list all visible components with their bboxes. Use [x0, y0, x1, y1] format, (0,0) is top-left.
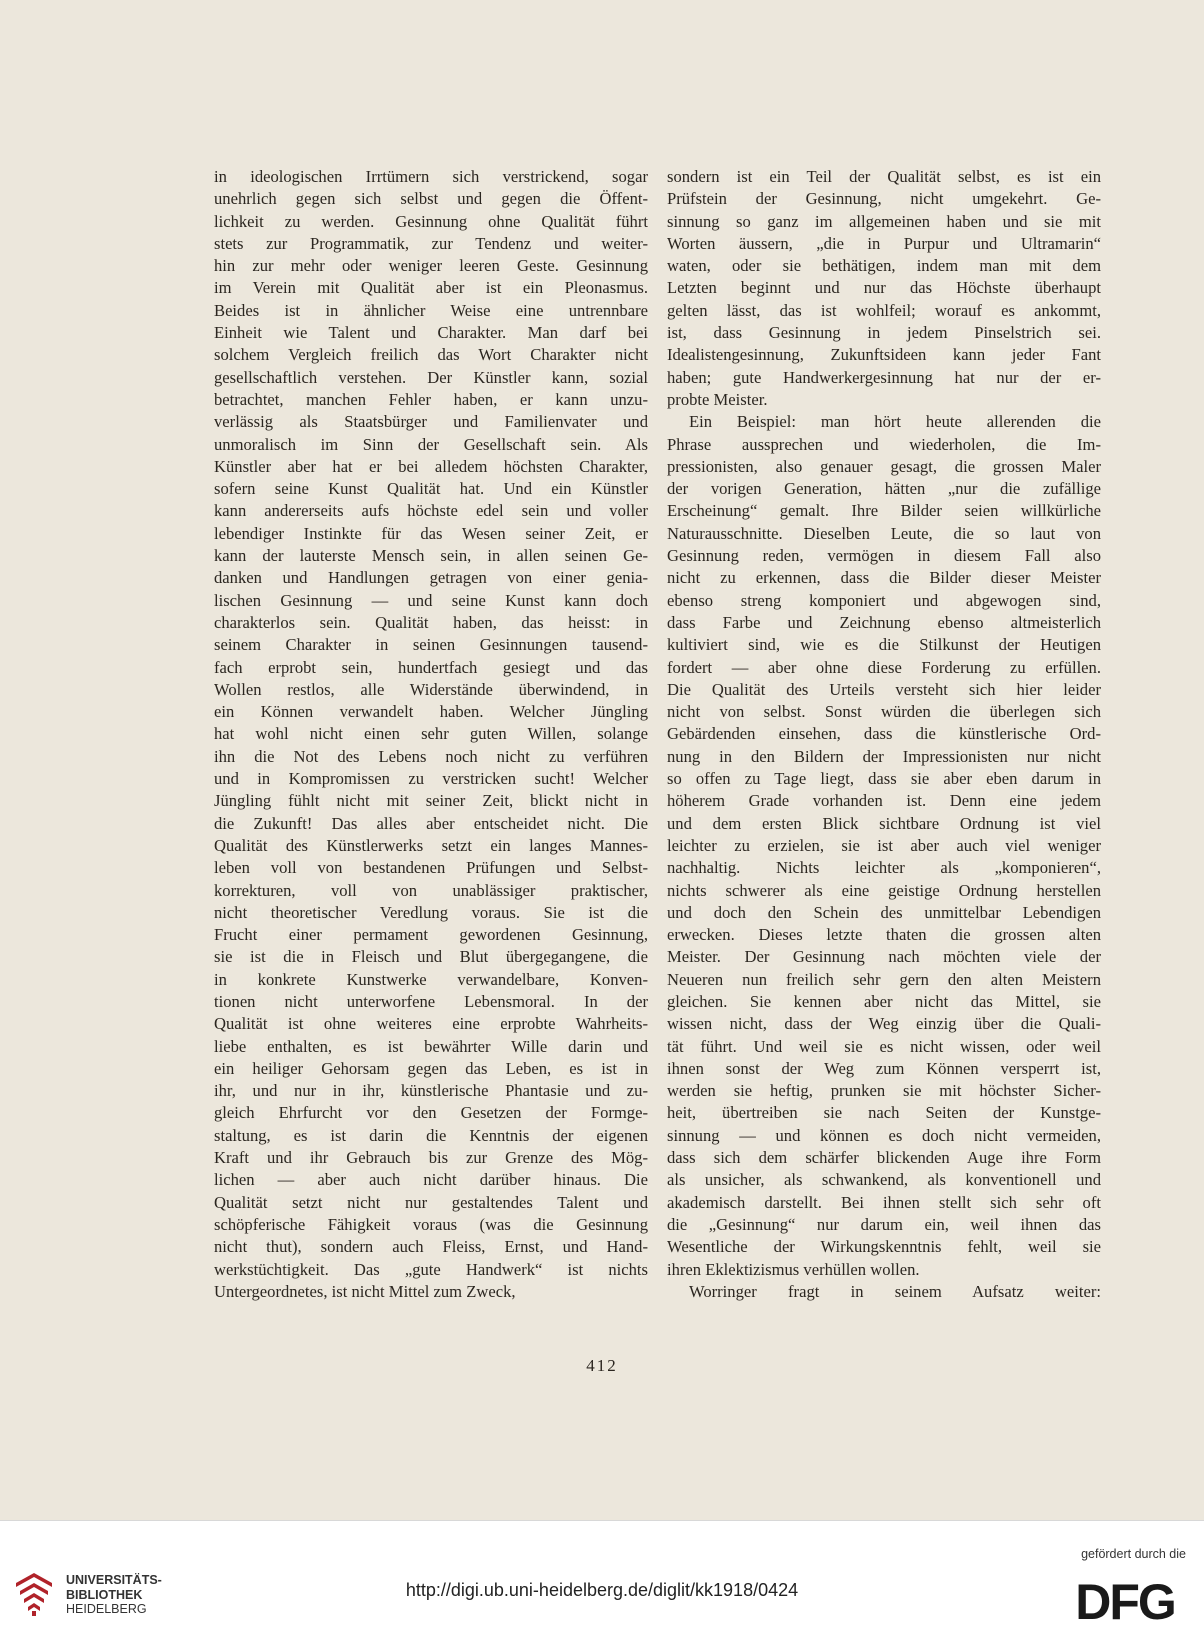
text-line: Künstler aber hat er bei alledem höchsten Charakter,: [214, 456, 648, 476]
text-line: in konkrete Kunstwerke verwandelbare, Konven-: [214, 969, 648, 989]
text-line: nung in den Bildern der Impressionisten nur nicht: [667, 746, 1101, 766]
text-line: nachhaltig. Nichts leichter als „komponieren“,: [667, 858, 1101, 878]
text-line: werden sie heftig, prunken sie mit höchster Sicher-: [667, 1081, 1101, 1101]
text-line: ihnen sonst der Weg zum Können versperrt ist,: [667, 1058, 1101, 1078]
text-line: Untergeordnetes, ist nicht Mittel zum Zweck,: [214, 1281, 516, 1301]
text-line: Letzten beginnt und nur das Höchste überhaupt: [667, 278, 1101, 298]
text-line: Naturausschnitte. Dieselben Leute, die so laut von: [667, 523, 1101, 543]
text-line: ein Können verwandelt haben. Welcher Jüngling: [214, 702, 648, 722]
text-line: fach erprobt sein, hundertfach gesiegt und das: [214, 657, 648, 677]
text-line: korrekturen, voll von unablässiger praktischer,: [214, 880, 648, 900]
text-line: nicht thut), sondern auch Fleiss, Ernst, und Hand-: [214, 1237, 648, 1257]
text-line: Kraft und ihr Gebrauch bis zur Grenze des Mög-: [214, 1148, 648, 1168]
text-line: erwecken. Dieses letzte thaten die grossen alten: [667, 925, 1101, 945]
text-line: probte Meister.: [667, 389, 768, 409]
text-line: lebendiger Instinkte für das Wesen seiner Zeit, er: [214, 523, 648, 543]
text-line: akademisch darstellt. Bei ihnen stellt sich sehr oft: [667, 1192, 1101, 1212]
text-line: kann andererseits aufs höchste edel sein und voller: [214, 501, 648, 521]
text-line: hat wohl nicht einen sehr guten Willen, solange: [214, 724, 648, 744]
text-line: tät führt. Und weil sie es nicht wissen, oder weil: [667, 1036, 1101, 1056]
funded-by-label: gefördert durch die: [1081, 1547, 1186, 1561]
text-line: solchem Vergleich freilich das Wort Charakter nicht: [214, 345, 648, 365]
text-line: Meister. Der Gesinnung nach möchten viele der: [667, 947, 1101, 967]
text-line: pressionisten, also genauer gesagt, die grossen Maler: [667, 456, 1101, 476]
text-line: gelten lässt, das ist wohlfeil; worauf es ankommt,: [667, 300, 1101, 320]
text-line: ebenso streng komponiert und abgewogen sind,: [667, 590, 1101, 610]
text-line: dass Farbe und Zeichnung ebenso altmeisterlich: [667, 612, 1101, 632]
text-line: Qualität setzt nicht nur gestaltendes Talent und: [214, 1192, 648, 1212]
text-line: seinem Charakter in seinen Gesinnungen tausend-: [214, 635, 648, 655]
text-line: Frucht einer permament gewordenen Gesinnung,: [214, 925, 648, 945]
left-text-column: [214, 166, 648, 1303]
text-line: nicht theoretischer Veredlung voraus. Sie ist die: [214, 902, 648, 922]
text-line: kann der lauterste Mensch sein, in allen seinen Ge-: [214, 546, 648, 566]
viewer-footer: [0, 1520, 1204, 1645]
text-line: gesellschaftlich verstehen. Der Künstler kann, sozial: [214, 367, 648, 387]
text-line: gleichen. Sie kennen aber nicht das Mittel, sie: [667, 991, 1101, 1011]
library-name-line-2: BIBLIOTHEK: [66, 1587, 143, 1602]
text-line: sinnung — und können es doch nicht vermeiden,: [667, 1125, 1101, 1145]
text-line: ein heiliger Gehorsam gegen das Leben, es ist in: [214, 1058, 648, 1078]
text-line: und doch den Schein des unmittelbar Lebendigen: [667, 902, 1101, 922]
text-line: ihren Eklektizismus verhüllen wollen.: [667, 1259, 920, 1279]
text-line: ihr, und nur in ihr, künstlerische Phantasie und zu-: [214, 1081, 648, 1101]
text-line: und dem ersten Blick sichtbare Ordnung ist viel: [667, 813, 1101, 833]
text-line: liebe enthalten, es ist bewährter Wille darin und: [214, 1036, 648, 1056]
text-line: Die Qualität des Urteils versteht sich hier leider: [667, 679, 1101, 699]
page-number: 412: [586, 1356, 618, 1375]
text-line: Wollen restlos, alle Widerstände überwindend, in: [214, 679, 648, 699]
text-line: Idealistengesinnung, Zukunftsideen kann jeder Fant: [667, 345, 1101, 365]
text-line: hin zur mehr oder weniger leeren Geste. Gesinnung: [214, 256, 648, 276]
text-line: kultiviert sind, wie es die Stilkunst der Heutigen: [667, 635, 1101, 655]
text-line: stets zur Programmatik, zur Tendenz und weiter-: [214, 233, 648, 253]
text-line: in ideologischen Irrtümern sich verstrickend, sogar: [214, 167, 648, 186]
text-line: Beides ist in ähnlicher Weise eine untrennbare: [214, 300, 648, 320]
text-line: und in Kompromissen zu verstricken sucht! Welcher: [214, 769, 648, 789]
text-line: tionen nicht unterworfene Lebensmoral. In der: [214, 991, 648, 1011]
text-line: Gesinnung reden, vermögen in diesem Fall also: [667, 546, 1101, 566]
text-line: waten, oder sie bethätigen, indem man mit dem: [667, 256, 1101, 276]
text-line: unmoralisch im Sinn der Gesellschaft sein. Als: [214, 434, 648, 454]
text-line: betrachtet, manchen Fehler haben, er kann unzu-: [214, 389, 648, 409]
right-text-column: [667, 166, 1101, 1303]
text-line: Phrase aussprechen und wiederholen, die Im-: [667, 434, 1101, 454]
text-line: Neueren nun freilich sehr gern den alten Meistern: [667, 969, 1101, 989]
dfg-logo-icon[interactable]: [1066, 1575, 1184, 1625]
text-line: gleich Ehrfurcht vor den Gesetzen der Formge-: [214, 1103, 648, 1123]
text-line: wissen nicht, dass der Weg einzig über die Quali-: [667, 1014, 1101, 1034]
text-line: sie ist die in Fleisch und Blut übergegangene, die: [214, 947, 648, 967]
text-line: Einheit wie Talent und Charakter. Man darf bei: [214, 323, 648, 343]
text-line: sondern ist ein Teil der Qualität selbst, es ist ein: [667, 167, 1101, 186]
text-line: Wesentliche der Wirkungskenntnis fehlt, weil sie: [667, 1237, 1101, 1257]
text-line: die „Gesinnung“ nur darum ein, weil ihnen das: [667, 1214, 1101, 1234]
text-line: nichts schwerer als eine geistige Ordnung herstellen: [667, 880, 1101, 900]
text-line: danken und Handlungen getragen von einer genia-: [214, 568, 648, 588]
text-line: leichter zu erzielen, sie ist aber auch viel weniger: [667, 835, 1101, 855]
text-line: nicht zu erkennen, dass die Bilder dieser Meister: [667, 568, 1101, 588]
text-line: Qualität ist ohne weiteres eine erprobte Wahrheits-: [214, 1014, 648, 1034]
text-line: die Zukunft! Das alles aber entscheidet nicht. Die: [214, 813, 648, 833]
text-line: ist, dass Gesinnung in jedem Pinselstrich sei.: [667, 323, 1101, 343]
text-line: Qualität des Künstlerwerks setzt ein langes Mannes-: [214, 835, 648, 855]
text-line: Worringer fragt in seinem Aufsatz weiter:: [689, 1281, 1101, 1301]
text-line: verlässig als Staatsbürger und Familienvater und: [214, 412, 648, 432]
text-line: so offen zu Tage liegt, dass sie aber eben darum in: [667, 769, 1101, 789]
text-line: höherem Grade vorhanden ist. Denn eine jedem: [667, 791, 1101, 811]
text-line: unehrlich gegen sich selbst und gegen die Öffent-: [214, 189, 648, 209]
text-line: werkstüchtigkeit. Das „gute Handwerk“ ist nichts: [214, 1259, 648, 1279]
text-line: dass sich dem schärfer blickenden Auge ihre Form: [667, 1148, 1101, 1168]
text-line: Ein Beispiel: man hört heute allerenden die: [689, 412, 1101, 432]
text-line: nicht von selbst. Sonst würden die überlegen sich: [667, 702, 1101, 722]
text-line: ihn die Not des Lebens noch nicht zu verführen: [214, 746, 648, 766]
text-line: Erscheinung“ gemalt. Ihre Bilder seien willkürliche: [667, 501, 1101, 521]
permalink-url[interactable]: http://digi.ub.uni-heidelberg.de/diglit/kk1918/0424: [405, 1580, 799, 1600]
text-line: charakterlos sein. Qualität haben, das heisst: in: [214, 612, 648, 632]
text-line: haben; gute Handwerkergesinnung hat nur der er-: [667, 367, 1101, 387]
text-line: lischen Gesinnung — und seine Kunst kann doch: [214, 590, 648, 610]
text-line: als unsicher, als schwankend, als konventionell und: [667, 1170, 1101, 1190]
library-name-line-1: UNIVERSITÄTS-: [66, 1573, 162, 1587]
text-line: Worten äussern, „die in Purpur und Ultramarin“: [667, 233, 1101, 253]
text-line: sinnung so ganz im allgemeinen haben und sie mit: [667, 211, 1101, 231]
library-name-line-3: HEIDELBERG: [66, 1602, 147, 1616]
text-line: lichkeit zu werden. Gesinnung ohne Qualität führt: [214, 211, 648, 231]
text-line: Jüngling fühlt nicht mit seiner Zeit, blickt nicht in: [214, 791, 648, 811]
text-line: heit, übertreiben sie nach Seiten der Kunstge-: [667, 1103, 1101, 1123]
text-line: lichen — aber auch nicht darüber hinaus. Die: [214, 1170, 648, 1190]
text-line: staltung, es ist darin die Kenntnis der eigenen: [214, 1125, 648, 1145]
dfg-logo-text: DFG: [1075, 1575, 1175, 1625]
text-line: sofern seine Kunst Qualität hat. Und ein Künstler: [214, 479, 648, 499]
text-line: Gebärdenden einsehen, dass die künstlerische Ord-: [667, 724, 1101, 744]
text-line: Prüfstein der Gesinnung, nicht umgekehrt. Ge-: [667, 189, 1101, 209]
text-line: der vorigen Generation, hätten „nur die zufällige: [667, 479, 1101, 499]
text-line: schöpferische Fähigkeit voraus (was die Gesinnung: [214, 1214, 648, 1234]
text-line: im Verein mit Qualität aber ist ein Pleonasmus.: [214, 278, 648, 298]
text-line: leben voll von bestandenen Prüfungen und Selbst-: [214, 858, 648, 878]
text-line: fordert — aber ohne diese Forderung zu erfüllen.: [667, 657, 1101, 677]
